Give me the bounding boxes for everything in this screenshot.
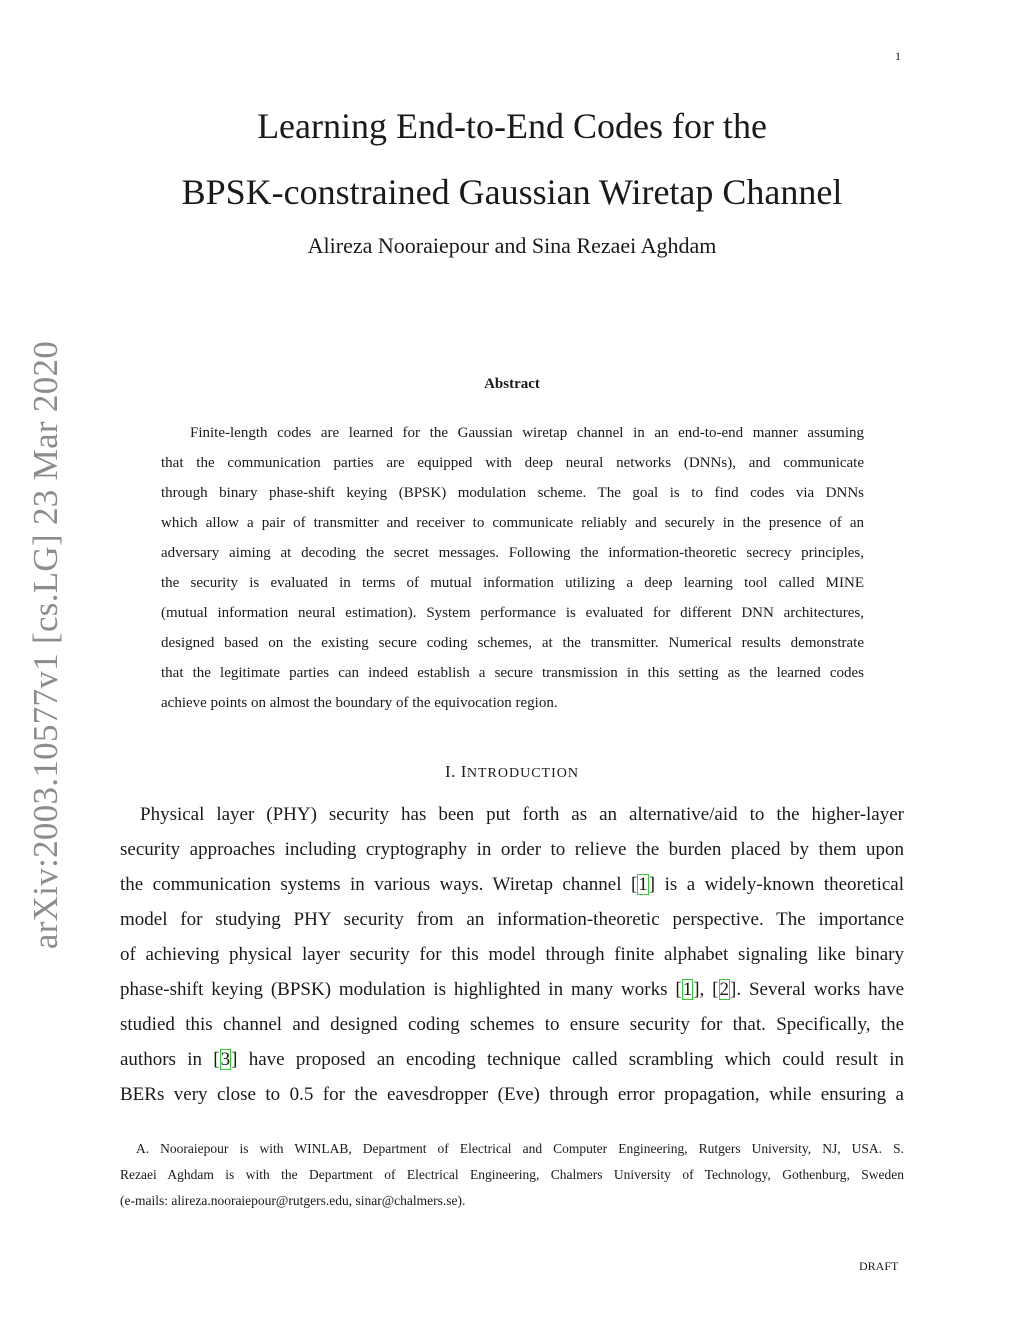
body-line: security approaches including cryptography in order to relieve the burden placed by them upon [120, 839, 904, 860]
footnote-line: Rezaei Aghdam is with the Department of Electrical Engineering, Chalmers University of Technology, Gothenburg, Sweden [120, 1167, 904, 1182]
citation-link-3[interactable]: 3 [220, 1049, 231, 1070]
body-line: Physical layer (PHY) security has been put forth as an alternative/aid to the higher-layer [140, 804, 904, 825]
math-value: 0.5 [289, 1084, 314, 1105]
footnote-line: A. Nooraiepour is with WINLAB, Department of Electrical and Computer Engineering, Rutgers University, NJ, USA. S. [136, 1141, 904, 1156]
body-text: authors in [ [120, 1049, 220, 1070]
abstract-line: that the legitimate parties can indeed establish a secure transmission in this setting as the learned codes [161, 665, 864, 681]
section-title-rest: NTRODUCTION [466, 766, 579, 781]
body-line: studied this channel and designed coding schemes to ensure security for that. Specifically, the [120, 1014, 904, 1035]
body-text: ] is a widely-known theoretical [648, 874, 904, 895]
body-text: phase-shift keying (BPSK) modulation is highlighted in many works [ [120, 979, 682, 1000]
section-numeral: I. [445, 762, 456, 781]
body-text: ], [ [693, 979, 719, 1000]
introduction-paragraph [120, 797, 904, 1112]
section-title-initial: I [460, 762, 467, 781]
body-line [120, 1042, 904, 1077]
body-text: BERs very close to [120, 1084, 290, 1105]
citation-link-1[interactable]: 1 [682, 979, 693, 1000]
abstract-line: (mutual information neural estimation). System performance is evaluated for different DNN architectures, [161, 605, 864, 621]
abstract-line: the security is evaluated in terms of mutual information utilizing a deep learning tool called MINE [161, 575, 864, 591]
abstract-line: designed based on the existing secure coding schemes, at the transmitter. Numerical results demonstrate [161, 635, 864, 651]
abstract-line: achieve points on almost the boundary of the equivocation region. [161, 695, 558, 711]
title-line: BPSK-constrained Gaussian Wiretap Channel [181, 172, 843, 212]
citation-link-2[interactable]: 2 [719, 979, 730, 1000]
body-text: ]. Several works have [730, 979, 905, 1000]
abstract-body [161, 418, 864, 718]
affiliation-footnote [120, 1136, 904, 1214]
citation-link-1[interactable]: 1 [638, 874, 648, 895]
abstract-line: Finite-length codes are learned for the Gaussian wiretap channel in an end-to-end manner assuming [190, 425, 864, 441]
body-text: ] have proposed an encoding technique called scrambling which could result in [231, 1049, 904, 1070]
abstract-line: that the communication parties are equipped with deep neural networks (DNNs), and communicate [161, 455, 864, 471]
abstract-line: adversary aiming at decoding the secret messages. Following the information-theoretic secrecy principles, [161, 545, 864, 561]
draft-watermark: DRAFT [859, 1259, 899, 1273]
arxiv-identifier-stamp: arXiv:2003.10577v1 [cs.LG] 23 Mar 2020 [26, 340, 65, 950]
body-line: of achieving physical layer security for this model through finite alphabet signaling like binary [120, 944, 904, 965]
paper-title [0, 93, 1024, 225]
body-line [120, 972, 904, 1007]
abstract-heading: Abstract [484, 376, 540, 392]
body-line: model for studying PHY security from an information-theoretic perspective. The importance [120, 909, 904, 930]
author-list: Alireza Nooraiepour and Sina Rezaei Aghdam [307, 233, 717, 258]
body-text: for the eavesdropper (Eve) through error propagation, while ensuring a [313, 1084, 904, 1105]
body-line [120, 1077, 904, 1112]
section-heading-introduction [0, 762, 1024, 782]
title-line: Learning End-to-End Codes for the [257, 106, 767, 146]
body-text: the communication systems in various ways. Wiretap channel [ [120, 874, 638, 895]
footnote-line: (e-mails: alireza.nooraiepour@rutgers.edu, sinar@chalmers.se). [120, 1193, 466, 1208]
body-line [120, 867, 904, 902]
page-number: 1 [895, 49, 901, 63]
abstract-line: which allow a pair of transmitter and receiver to communicate reliably and securely in the presence of an [161, 515, 864, 531]
abstract-line: through binary phase-shift keying (BPSK) modulation scheme. The goal is to find codes via DNNs [161, 485, 864, 501]
